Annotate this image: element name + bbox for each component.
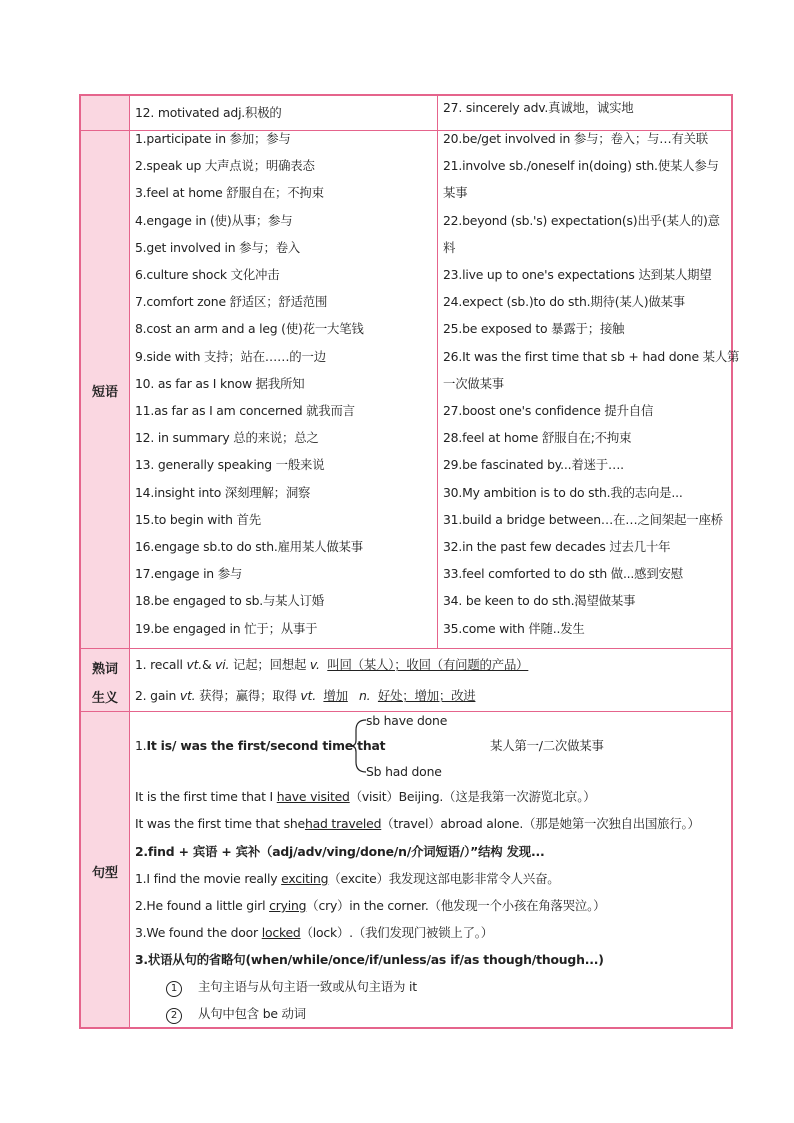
familiar-1-num: 1. recall [135, 657, 187, 672]
example-4-answer: crying [269, 898, 307, 913]
familiar-line-2 [135, 688, 475, 703]
example-1-text-a: It is the first time that I [135, 789, 277, 804]
pattern-1-head: It is/ was the first/second time that [146, 738, 386, 753]
familiar-2-pos1: vt. [179, 688, 196, 703]
example-3 [135, 871, 559, 886]
circled-number-2: 2 [166, 1008, 182, 1024]
phrase-item-right: 26.It was the first time that sb + had done 某人第 [443, 348, 740, 364]
example-4 [135, 898, 605, 913]
example-3-text-a: 1.I find the movie really [135, 871, 282, 886]
example-5-text-a: 3.We found the door [135, 925, 262, 940]
pattern-1-heading [135, 738, 385, 753]
condition-1 [166, 979, 417, 997]
example-1-answer: have visited [276, 789, 350, 804]
familiar-1-pos1: vt. [186, 657, 202, 672]
top-right-entry: 27. sincerely adv.真诚地，诚实地 [443, 100, 634, 115]
example-5-text-b: （lock）.（我们发现门被锁上了。） [300, 925, 493, 940]
phrase-item-right: 25.be exposed to 暴露于；接触 [443, 321, 625, 337]
example-2-text-a: It was the first time that she [135, 816, 305, 831]
phrase-item-right: 24.expect (sb.)to do sth.期待(某人)做某事 [443, 294, 685, 310]
pattern-1-meaning: 某人第一/二次做某事 [490, 738, 604, 753]
phrase-item-left: 18.be engaged to sb.与某人订婚 [135, 593, 324, 609]
example-5 [135, 925, 493, 940]
familiar-2-meaning1: 获得；赢得；取得 [195, 688, 301, 703]
example-2-answer: had traveled [304, 816, 382, 831]
phrase-item-left: 4.engage in (使)从事；参与 [135, 212, 293, 228]
example-4-text-b: （cry）in the corner.（他发现一个小孩在角落哭泣。） [306, 898, 606, 913]
phrase-item-right: 32.in the past few decades 过去几十年 [443, 539, 671, 554]
phrase-item-left: 13. generally speaking 一般来说 [135, 457, 325, 473]
familiar-1-meaning1: 记起；回想起 [229, 657, 310, 672]
condition-2-text: 从句中包含 be 动词 [198, 1006, 306, 1021]
section-label-phrases: 短语 [91, 385, 118, 400]
phrase-item-left: 3.feel at home 舒服自在；不拘束 [135, 185, 324, 201]
pattern-1-top-branch: sb have done [366, 713, 448, 728]
phrase-item-right: 一次做某事 [443, 375, 504, 391]
phrase-item-right: 20.be/get involved in 参与；卷入；与…有关联 [443, 131, 708, 146]
example-5-answer: locked [261, 925, 301, 940]
example-1-text-b: （visit）Beijing.（这是我第一次游览北京。） [349, 789, 596, 804]
label-column [81, 96, 130, 1027]
condition-2 [166, 1006, 306, 1024]
circled-number-1: 1 [166, 981, 182, 997]
pattern-2-heading: 2.find + 宾语 + 宾补（adj/adv/ving/done/n/介词短语/）”结构 发现... [135, 844, 545, 859]
condition-1-text: 主句主语与从句主语一致或从句主语为 it [198, 979, 417, 994]
phrase-item-left: 17.engage in 参与 [135, 566, 243, 582]
familiar-2-meaning2: 增加 [323, 688, 348, 703]
familiar-1-amp: & [201, 657, 216, 672]
phrase-item-left: 16.engage sb.to do sth.雇用某人做某事 [135, 539, 363, 554]
row-divider [81, 648, 731, 649]
phrase-item-left: 9.side with 支持；站在……的一边 [135, 348, 326, 364]
section-label-familiar-line2: 生义 [91, 691, 118, 706]
phrase-item-left: 10. as far as I know 据我所知 [135, 375, 305, 391]
phrase-item-right: 某事 [443, 185, 468, 201]
notes-table [79, 94, 733, 1029]
example-4-text-a: 2.He found a little girl [135, 898, 270, 913]
phrase-item-left: 5.get involved in 参与；卷入 [135, 239, 301, 255]
pattern-3-heading: 3.状语从句的省略句(when/while/once/if/unless/as if/as though/though...) [135, 952, 604, 967]
example-2-text-b: （travel）abroad alone.（那是她第一次独自出国旅行。） [381, 816, 700, 831]
familiar-1-meaning2: 叫回（某人）；收回（有问题的产品） [327, 657, 529, 672]
phrase-item-left: 19.be engaged in 忙于；从事于 [135, 620, 318, 636]
familiar-2-meaning3: 好处；增加；改进 [377, 688, 476, 703]
phrase-item-right: 料 [443, 239, 456, 255]
phrase-item-left: 14.insight into 深刻理解；洞察 [135, 484, 311, 500]
familiar-1-pos2: vi. [215, 657, 230, 672]
phrase-item-right: 22.beyond (sb.'s) expectation(s)出乎(某人的)意 [443, 212, 720, 228]
phrase-item-right: 29.be fascinated by...着迷于…. [443, 457, 624, 473]
column-divider [437, 96, 438, 648]
phrase-item-left: 6.culture shock 文化冲击 [135, 267, 280, 282]
phrase-item-right: 31.build a bridge between…在…之间架起一座桥 [443, 511, 723, 527]
example-3-text-b: （excite）我发现这部电影非常令人兴奋。 [328, 871, 560, 886]
pattern-1-bottom-branch: Sb had done [366, 764, 442, 779]
familiar-1-pos3: v. [309, 657, 320, 672]
phrase-item-left: 1.participate in 参加；参与 [135, 131, 291, 146]
phrase-item-right: 27.boost one's confidence 提升自信 [443, 403, 654, 418]
phrase-item-right: 34. be keen to do sth.渴望做某事 [443, 593, 636, 609]
example-3-answer: exciting [281, 871, 329, 886]
phrase-item-left: 12. in summary 总的来说；总之 [135, 430, 319, 446]
phrase-item-left: 11.as far as I am concerned 就我而言 [135, 403, 355, 418]
familiar-2-num: 2. gain [135, 688, 180, 703]
example-2 [135, 816, 700, 831]
section-label-sentence: 句型 [91, 866, 118, 881]
phrase-item-right: 30.My ambition is to do sth.我的志向是... [443, 484, 683, 500]
phrase-item-right: 28.feel at home 舒服自在;不拘束 [443, 430, 632, 446]
top-left-entry: 12. motivated adj.积极的 [135, 105, 282, 120]
phrase-item-left: 8.cost an arm and a leg (使)花一大笔钱 [135, 321, 364, 337]
pattern-1-prefix: 1. [135, 738, 147, 753]
phrase-item-left: 2.speak up 大声点说；明确表态 [135, 158, 315, 174]
example-1 [135, 789, 595, 804]
row-divider [81, 711, 731, 712]
phrase-item-right: 21.involve sb./oneself in(doing) sth.使某人参与 [443, 158, 719, 174]
familiar-2-pos3: n. [359, 688, 371, 703]
phrase-item-left: 7.comfort zone 舒适区；舒适范围 [135, 294, 328, 310]
phrase-item-left: 15.to begin with 首先 [135, 511, 261, 527]
phrase-item-right: 35.come with 伴随..发生 [443, 620, 585, 636]
familiar-2-pos2: vt. [300, 688, 316, 703]
phrase-item-right: 33.feel comforted to do sth 做...感到安慰 [443, 566, 683, 582]
phrase-item-right: 23.live up to one's expectations 达到某人期望 [443, 267, 712, 282]
section-label-familiar-line1: 熟词 [91, 662, 118, 677]
familiar-line-1 [135, 657, 528, 672]
